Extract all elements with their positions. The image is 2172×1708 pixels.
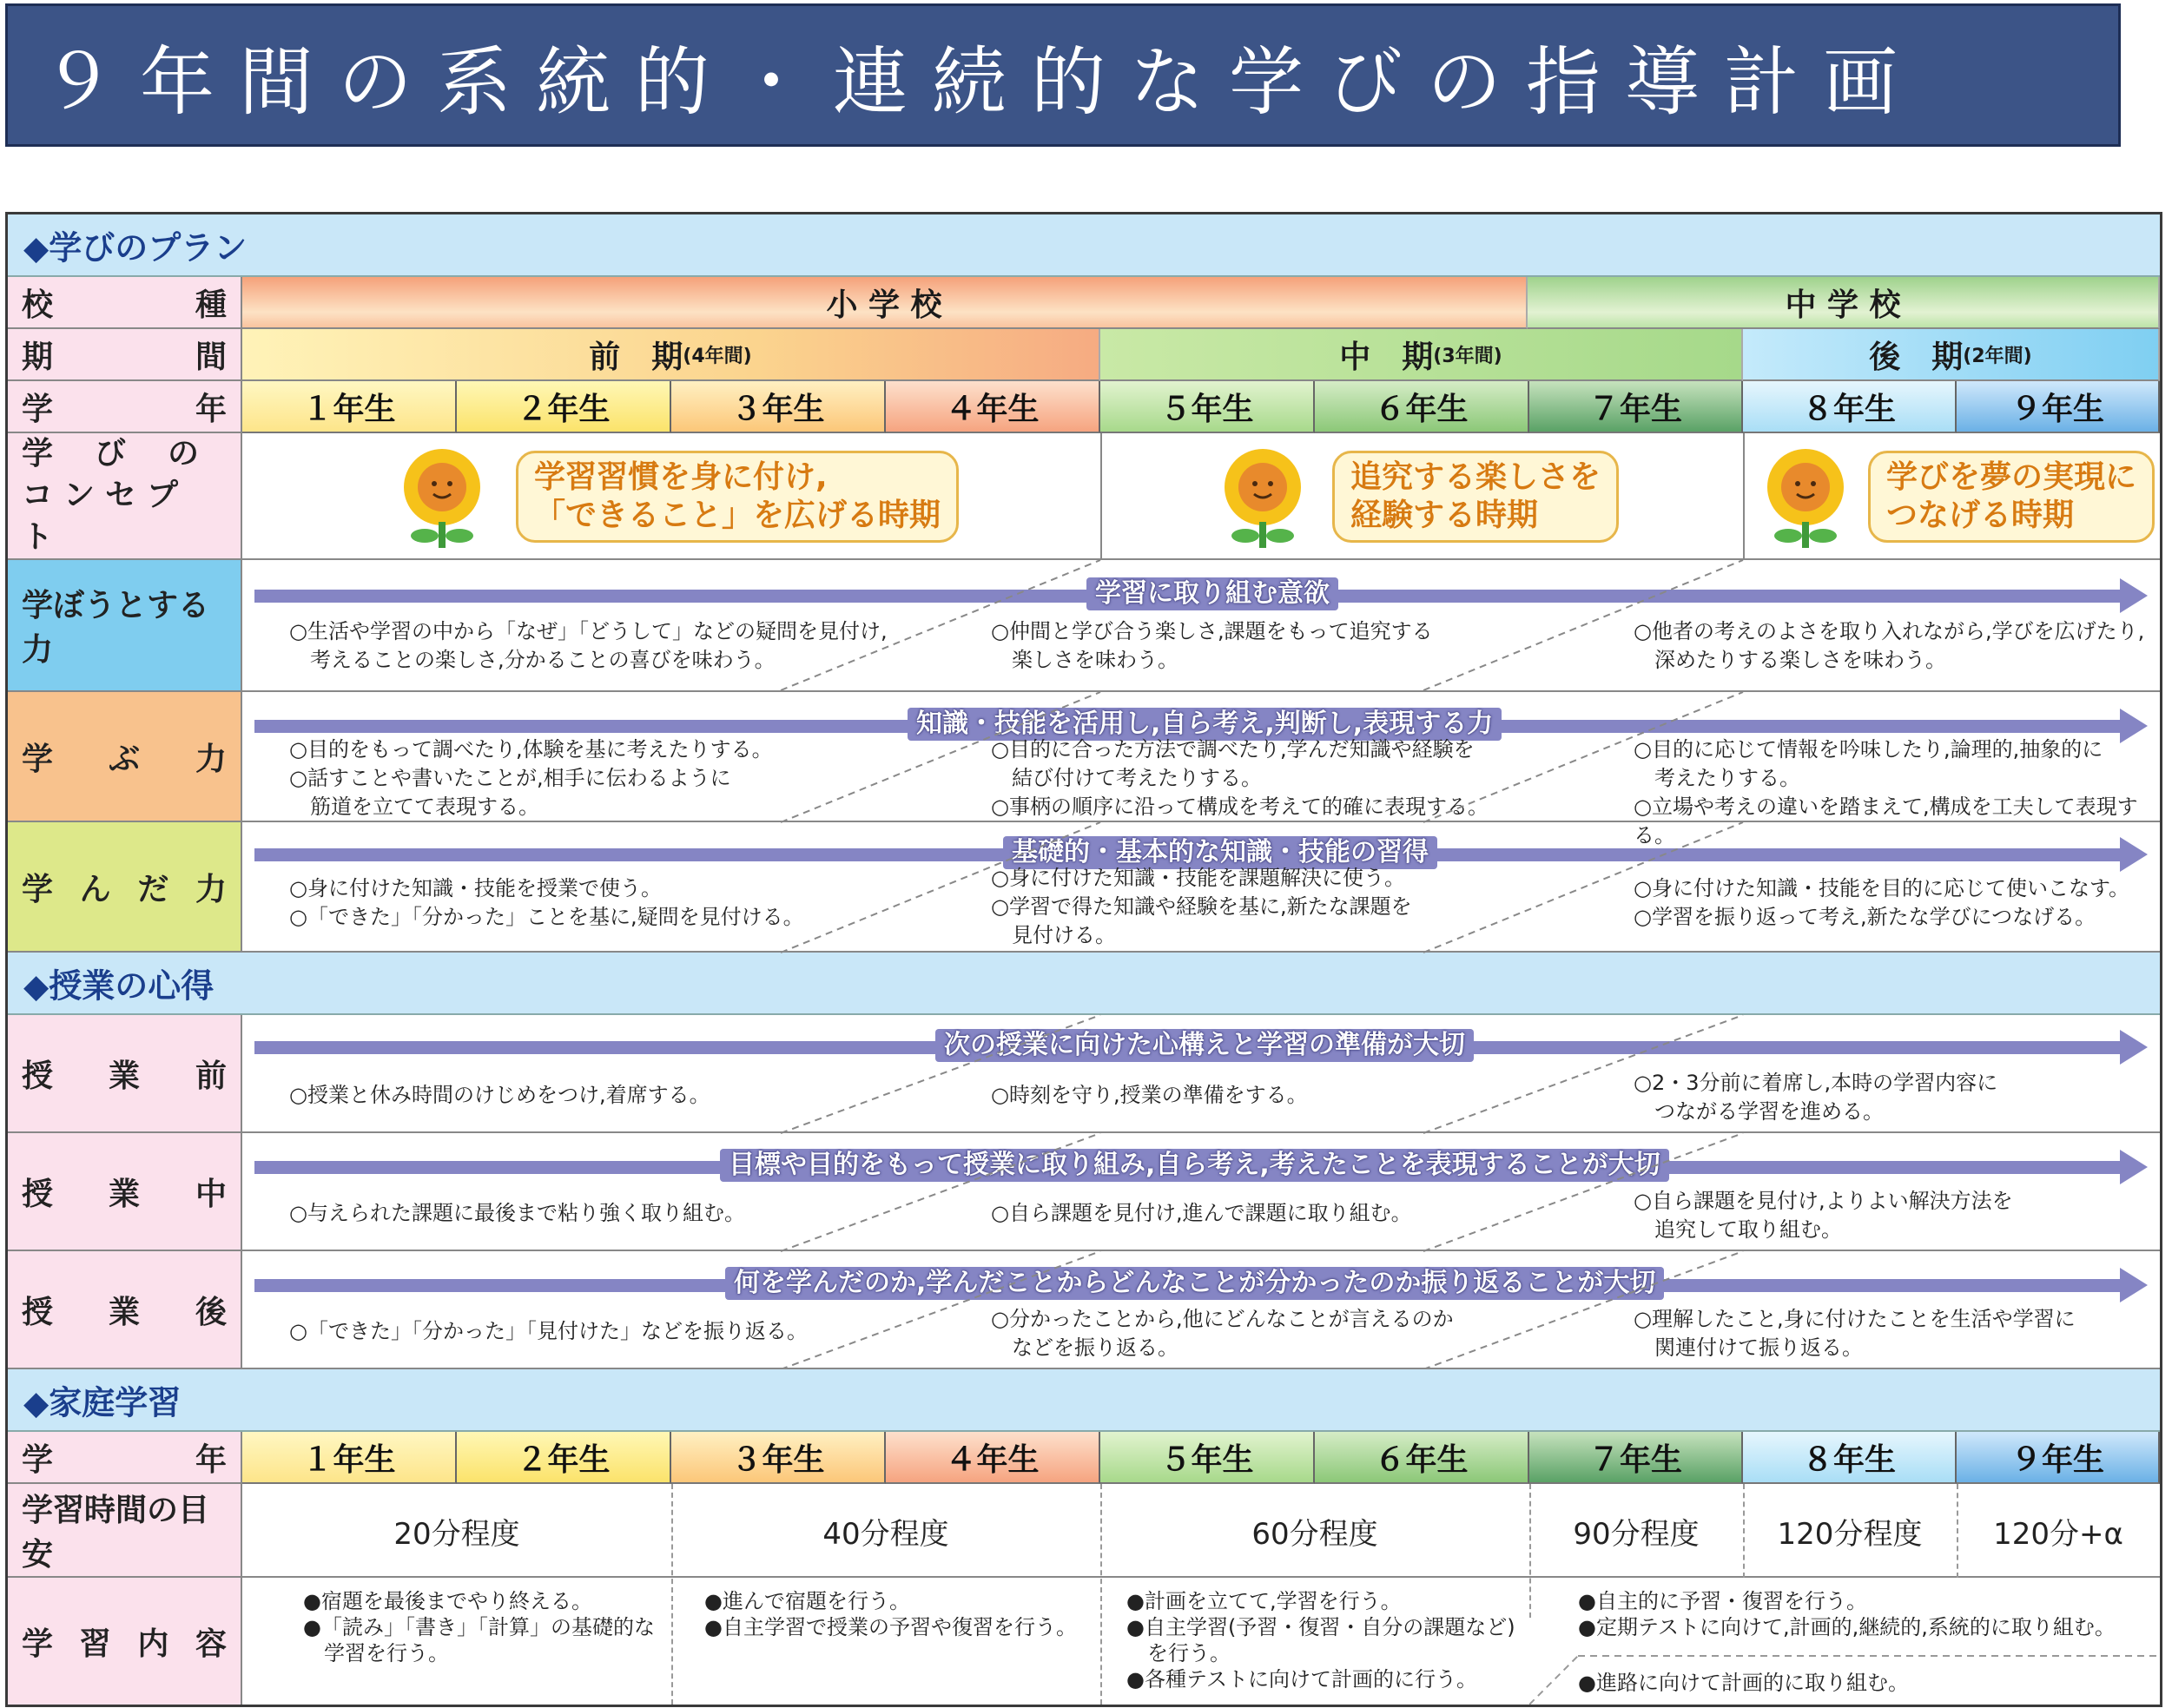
section-header-plan — [8, 214, 2160, 277]
banner-mananda: 基礎的・基本的な知識・技能の習得 — [1003, 836, 1437, 869]
period-early-years: (4年間) — [683, 345, 752, 367]
content-grade-7-9: ●自主的に予習・復習を行う。 ●定期テストに向けて,計画的,継続的,系統的に取り組む。 — [1578, 1589, 2116, 1639]
banner-after: 何を学んだのか,学んだことからどんなことが分かったのか振り返ることが大切 — [725, 1267, 1664, 1300]
label-char: 容 — [195, 1626, 227, 1662]
section-title-lesson: ◆授業の心得 — [23, 966, 215, 1006]
label-char: 授 — [22, 1176, 54, 1212]
grade-1: １年生 — [242, 1432, 457, 1484]
period-late — [1743, 329, 2160, 381]
grade-2: ２年生 — [457, 381, 671, 433]
page-title: ９年間の系統的・連続的な学びの指導計画 — [41, 38, 1922, 126]
grade-9: ９年生 — [1957, 1432, 2160, 1484]
school-elementary: 小 学 校 — [242, 277, 1528, 329]
text-after-middle: ○分かったことから,他にどんなことが言えるのか などを振り返る。 — [991, 1307, 1454, 1360]
label-char: 期 — [22, 339, 54, 375]
label-char: だ — [137, 871, 169, 907]
concept-bubble-early: 学習習慣を身に付け, 「できること」を広げる時期 — [516, 451, 959, 543]
content-grade-9: ●進路に向けて計画的に取り組む。 — [1578, 1671, 1909, 1695]
divider-dashed — [1743, 1484, 1745, 1578]
text-manabou-early: ○生活や学習の中から「なぜ」「どうして」などの疑問を見付け, 考えることの楽しさ,分かることの喜びを味わう。 — [289, 619, 888, 672]
time-grade-9: 120分+α — [1993, 1516, 2123, 1552]
label-period — [8, 329, 242, 381]
label-char: 後 — [195, 1294, 227, 1330]
divider-dashed — [1529, 1484, 1531, 1618]
period-late-years: (2年間) — [1963, 345, 2032, 367]
label-text: 学ぼうとする力 — [22, 588, 210, 668]
label-char: 業 — [108, 1294, 140, 1330]
grade-6: ６年生 — [1315, 381, 1529, 433]
label-line: 学 び の — [22, 436, 205, 472]
grade-7: ７年生 — [1529, 381, 1743, 433]
label-study-time — [8, 1484, 242, 1578]
period-late-label: 後 期 — [1869, 339, 1964, 375]
text-during-late: ○自ら課題を見付け,よりよい解決方法を 追究して取り組む。 — [1634, 1189, 2013, 1242]
label-char: 種 — [195, 287, 227, 323]
divider-dashed — [1100, 1484, 1102, 1705]
grade-6: ６年生 — [1315, 1432, 1529, 1484]
period-middle — [1100, 329, 1743, 381]
period-early — [242, 329, 1100, 381]
text-manabu-early: ○目的をもって調べたり,体験を基に考えたりする。 ○話すことや書いたことが,相手に伝わるように 筋道を立てて表現する。 — [289, 737, 773, 819]
label-char: 中 — [195, 1176, 227, 1212]
grade-8: ８年生 — [1743, 381, 1957, 433]
text-manabu-late: ○目的に応じて情報を吟味したり,論理的,抽象的に 考えたりする。 ○立場や考えの違いを踏まえて,構成を工夫して表現する。 — [1634, 737, 2138, 847]
sunflower-character-icon — [1753, 442, 1858, 555]
text-after-early: ○「できた」「分かった」「見付けた」などを振り返る。 — [289, 1319, 808, 1343]
content-grade-1-2: ●宿題を最後までやり終える。 ●「読み」「書き」「計算」の基礎的な 学習を行う。 — [303, 1589, 655, 1665]
grade-1: １年生 — [242, 381, 457, 433]
text-after-late: ○理解したこと,身に付けたことを生活や学習に 関連付けて振り返る。 — [1634, 1307, 2076, 1360]
grade-8: ８年生 — [1743, 1432, 1957, 1484]
label-char: 学 — [22, 1626, 54, 1662]
label-char: ん — [79, 871, 111, 907]
concept-divider — [1100, 433, 1102, 560]
label-char: 校 — [22, 287, 54, 323]
label-char: 業 — [108, 1176, 140, 1212]
label-char: 学 — [22, 1441, 54, 1478]
label-char: 年 — [195, 391, 227, 427]
content-grade-5-6: ●計画を立てて,学習を行う。 ●自主学習(予習・復習・自分の課題など) を行う。 ●各種テストに向けて計画的に行う。 — [1126, 1589, 1515, 1692]
grade-7: ７年生 — [1529, 1432, 1743, 1484]
banner-during: 目標や目的をもって授業に取り組み,自ら考え,考えたことを表現することが大切 — [720, 1149, 1669, 1182]
school-junior: 中 学 校 — [1528, 277, 2160, 329]
label-char: 業 — [108, 1058, 140, 1094]
label-char: 学 — [22, 741, 54, 777]
concept-divider — [1743, 433, 1745, 560]
label-grade-home — [8, 1432, 242, 1484]
text-mananda-late: ○身に付けた知識・技能を目的に応じて使いこなす。 ○学習を振り返って考え,新たな学びにつなげる。 — [1634, 876, 2130, 929]
text-manabu-middle: ○目的に合った方法で調べたり,学んだ知識や経験を 結び付けて考えたりする。 ○事柄の順序に沿って構成を考えて的確に表現する。 — [991, 737, 1489, 819]
grade-2: ２年生 — [457, 1432, 671, 1484]
period-middle-years: (3年間) — [1433, 345, 1502, 367]
label-char: 年 — [195, 1441, 227, 1478]
time-grade-7: 90分程度 — [1573, 1516, 1700, 1552]
grade-4: ４年生 — [886, 1432, 1100, 1484]
grade-5: ５年生 — [1100, 1432, 1315, 1484]
section-header-home — [8, 1369, 2160, 1432]
section-title-home: ◆家庭学習 — [23, 1383, 182, 1422]
period-early-label: 前 期 — [589, 339, 683, 375]
label-char: 内 — [137, 1626, 169, 1662]
label-text: 学習時間の目安 — [22, 1493, 210, 1573]
label-char: 間 — [195, 339, 227, 375]
banner-manabu: 知識・技能を活用し,自ら考え,判断し,表現する力 — [908, 708, 1502, 741]
time-grade-1-2: 20分程度 — [393, 1516, 520, 1552]
grade-3: ３年生 — [671, 1432, 886, 1484]
text-manabou-middle: ○仲間と学び合う楽しさ,課題をもって追究する 楽しさを味わう。 — [991, 619, 1433, 672]
title-bar — [5, 3, 2121, 147]
text-before-late: ○2・3分前に着席し,本時の学習内容に つながる学習を進める。 — [1634, 1071, 1998, 1124]
time-grade-8: 120分程度 — [1777, 1516, 1923, 1552]
label-school-type — [8, 277, 242, 329]
text-during-early: ○与えられた課題に最後まで粘り強く取り組む。 — [289, 1201, 745, 1225]
divider-dashed-diagonal — [1529, 1604, 2160, 1705]
content-grade-3-4: ●進んで宿題を行う。 ●自主学習で授業の予習や復習を行う。 — [704, 1589, 1077, 1639]
plan-table — [5, 212, 2162, 1707]
time-grade-3-4: 40分程度 — [822, 1516, 949, 1552]
text-before-early: ○授業と休み時間のけじめをつけ,着席する。 — [289, 1083, 710, 1107]
text-mananda-middle: ○身に付けた知識・技能を課題解決に使う。 ○学習で得た知識や経験を基に,新たな課題を 見付ける。 — [991, 866, 1412, 947]
text-manabou-late: ○他者の考えのよさを取り入れながら,学びを広げたり, 深めたりする楽しさを味わう。 — [1634, 619, 2145, 672]
label-grade — [8, 381, 242, 433]
time-grade-5-6: 60分程度 — [1251, 1516, 1378, 1552]
period-middle-label: 中 期 — [1339, 339, 1434, 375]
label-char: 学 — [22, 871, 54, 907]
sunflower-character-icon — [1211, 442, 1315, 555]
label-char: 前 — [195, 1058, 227, 1094]
sunflower-character-icon — [390, 442, 494, 555]
grade-3: ３年生 — [671, 381, 886, 433]
section-title-plan: ◆学びのプラン — [23, 228, 248, 267]
label-char: 学 — [22, 391, 54, 427]
concept-bubble-late: 学びを夢の実現に つなげる時期 — [1868, 451, 2155, 543]
label-char: ぶ — [108, 741, 140, 777]
grade-9: ９年生 — [1957, 381, 2160, 433]
text-before-middle: ○時刻を守り,授業の準備をする。 — [991, 1083, 1308, 1107]
text-mananda-early: ○身に付けた知識・技能を授業で使う。 ○「できた」「分かった」ことを基に,疑問を見付ける。 — [289, 876, 804, 929]
label-study-content — [8, 1578, 242, 1705]
label-char: 力 — [195, 871, 227, 907]
divider-dashed — [1957, 1484, 1958, 1578]
label-char: 授 — [22, 1294, 54, 1330]
grade-4: ４年生 — [886, 381, 1100, 433]
divider-dashed — [671, 1484, 673, 1705]
label-line: コンセプト — [22, 478, 189, 555]
text-during-middle: ○自ら課題を見付け,進んで課題に取り組む。 — [991, 1201, 1412, 1225]
concept-bubble-middle: 追究する楽しさを 経験する時期 — [1332, 451, 1619, 543]
grade-5: ５年生 — [1100, 381, 1315, 433]
label-concept — [8, 433, 242, 560]
diagonal-dividers — [8, 560, 2160, 1369]
label-char: 習 — [79, 1626, 111, 1662]
label-char: 力 — [195, 741, 227, 777]
banner-manabou: 学習に取り組む意欲 — [1086, 577, 1338, 610]
banner-before: 次の授業に向けた心構えと学習の準備が大切 — [935, 1029, 1474, 1062]
label-char: 授 — [22, 1058, 54, 1094]
